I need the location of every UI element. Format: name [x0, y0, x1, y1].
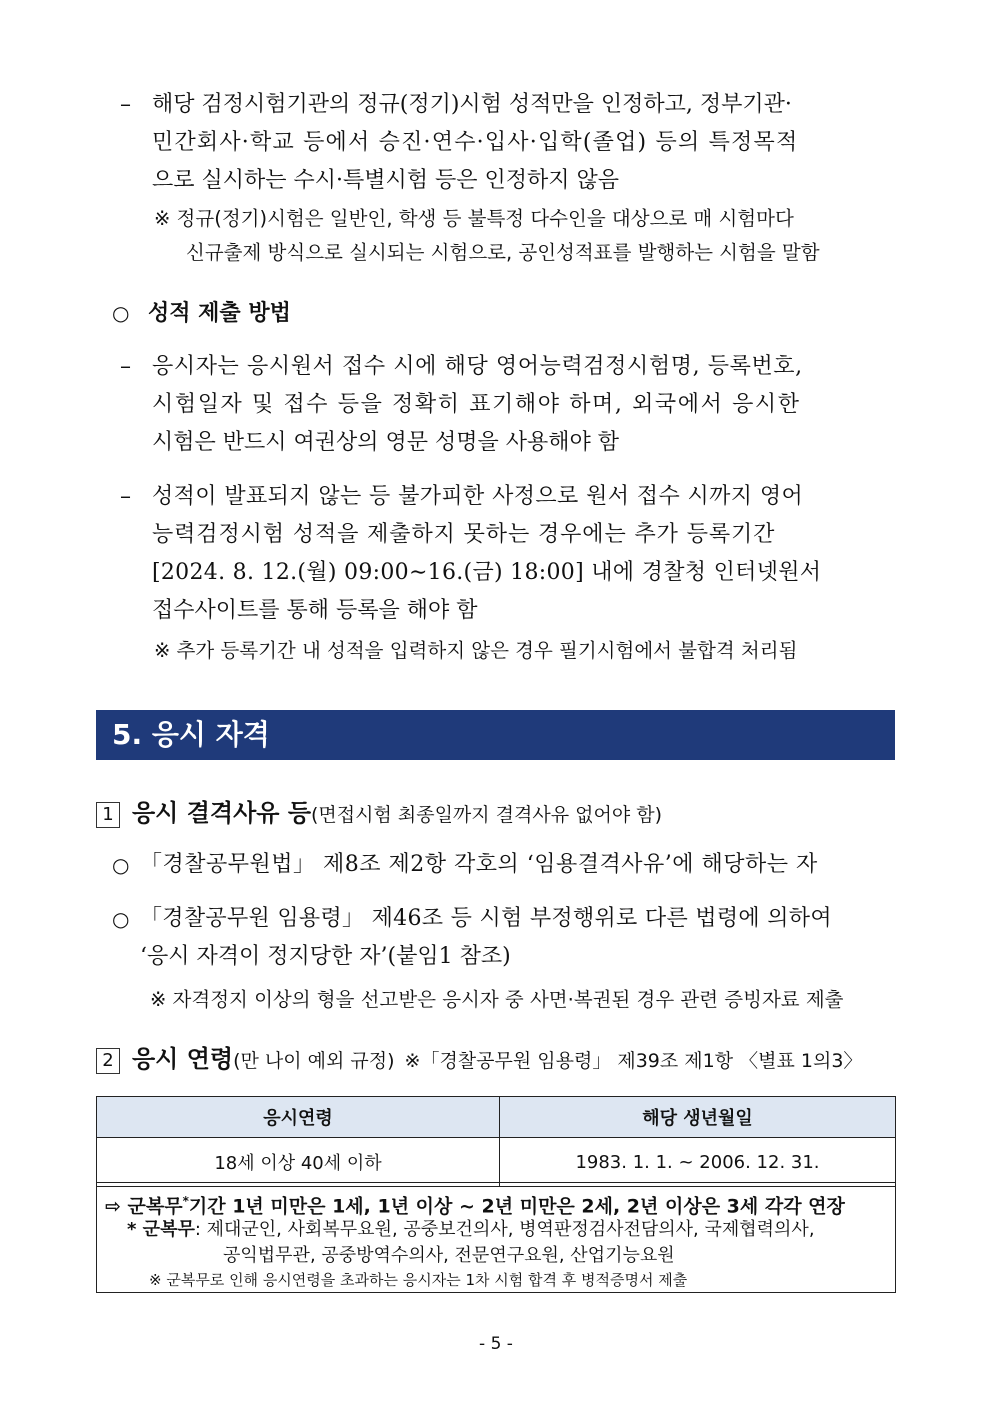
table-header: 응시연령 — [97, 1097, 500, 1138]
subsection-title: 응시 연령 — [132, 1045, 234, 1073]
bullet-text: ‘응시 자격이 정지당한 자’(붙임1 참조) — [140, 944, 511, 969]
subheading: 성적 제출 방법 — [148, 300, 291, 326]
dash-marker: – — [120, 354, 131, 379]
bullet-text: 「경찰공무원 임용령」 제46조 등 시험 부정행위로 다른 법령에 의하여 — [140, 906, 832, 931]
subsection-heading — [96, 796, 662, 832]
footnote-label: * 군복무 — [127, 1219, 195, 1240]
section-header — [96, 710, 895, 760]
footnote-line — [127, 1217, 815, 1243]
number-box: 2 — [96, 1048, 120, 1074]
arrow-icon: ⇨ — [105, 1195, 121, 1218]
table-header: 해당 생년월일 — [500, 1097, 896, 1138]
table-header-row — [97, 1097, 896, 1138]
footnote-mark: * — [182, 1194, 189, 1208]
subsection-heading — [96, 1042, 862, 1078]
note-term: 군복무 — [127, 1195, 183, 1218]
footnote-text: : 제대군인, 사회복무요원, 공중보건의사, 병역판정검사전담의사, 국제협력의사, — [194, 1219, 815, 1240]
paragraph-line: 능력검정시험 성적을 제출하지 못하는 경우에는 추가 등록기간 — [152, 522, 776, 547]
circle-bullet: ○ — [112, 853, 130, 877]
note-text: 기간 1년 미만은 1세, 1년 이상 ~ 2년 미만은 2세, 2년 이상은 3세 각각 연장 — [188, 1195, 845, 1218]
note-line: 신규출제 방식으로 실시되는 시험으로, 공인성적표를 발행하는 시험을 말함 — [186, 241, 820, 264]
section-title: 5. 응시 자격 — [112, 718, 270, 751]
note-main-line — [105, 1187, 845, 1220]
note-line: ※ 추가 등록기간 내 성적을 입력하지 않은 경우 필기시험에서 불합격 처리됨 — [154, 639, 798, 662]
table-cell: 18세 이상 40세 이하 — [97, 1138, 500, 1187]
subsection-note: (면접시험 최종일까지 결격사유 없어야 함) — [311, 804, 663, 826]
note-line: ※ 정규(정기)시험은 일반인, 학생 등 불특정 다수인을 대상으로 매 시험마다 — [154, 207, 794, 230]
bullet-text: 「경찰공무원법」 제8조 제2항 각호의 ‘임용결격사유’에 해당하는 자 — [140, 852, 818, 877]
circle-bullet: ○ — [112, 301, 130, 325]
paragraph-line: 성적이 발표되지 않는 등 불가피한 사정으로 원서 접수 시까지 영어 — [152, 484, 804, 509]
dash-marker: – — [120, 484, 131, 509]
number-box: 1 — [96, 802, 120, 828]
paragraph-line: [2024. 8. 12.(월) 09:00∼16.(금) 18:00] 내에 경찰청 인터넷원서 — [152, 560, 822, 585]
paragraph-line: 으로 실시하는 수시·특별시험 등은 인정하지 않음 — [152, 168, 620, 193]
dash-marker: – — [120, 92, 131, 117]
legal-reference: ※「경찰공무원 임용령」 제39조 제1항 〈별표 1의3〉 — [404, 1050, 863, 1072]
footnote-line: ※ 군복무로 인해 응시연령을 초과하는 응시자는 1차 시험 합격 후 병적증명서 제출 — [149, 1271, 688, 1289]
note-line: ※ 자격정지 이상의 형을 선고받은 응시자 중 사면·복권된 경우 관련 증빙자료 제출 — [150, 988, 844, 1011]
table-cell: 1983. 1. 1. ~ 2006. 12. 31. — [500, 1138, 896, 1187]
table-row — [97, 1138, 896, 1187]
military-service-note — [96, 1182, 896, 1293]
footnote-line: 공익법무관, 공중방역수의사, 전문연구요원, 산업기능요원 — [223, 1245, 675, 1266]
age-table — [96, 1096, 896, 1187]
page-number: - 5 - — [479, 1334, 513, 1354]
paragraph-line: 응시자는 응시원서 접수 시에 해당 영어능력검정시험명, 등록번호, — [152, 354, 803, 379]
circle-bullet: ○ — [112, 907, 130, 931]
subsection-note: (만 나이 예외 규정) — [233, 1050, 395, 1072]
paragraph-line: 시험일자 및 접수 등을 정확히 표기해야 하며, 외국에서 응시한 — [152, 392, 801, 417]
paragraph-line: 접수사이트를 통해 등록을 해야 함 — [152, 598, 478, 623]
paragraph-line: 시험은 반드시 여권상의 영문 성명을 사용해야 함 — [152, 430, 620, 455]
subsection-title: 응시 결격사유 등 — [132, 799, 311, 827]
paragraph-line: 해당 검정시험기관의 정규(정기)시험 성적만을 인정하고, 정부기관· — [152, 92, 792, 117]
paragraph-line: 민간회사·학교 등에서 승진·연수·입사·입학(졸업) 등의 특정목적 — [152, 130, 799, 155]
